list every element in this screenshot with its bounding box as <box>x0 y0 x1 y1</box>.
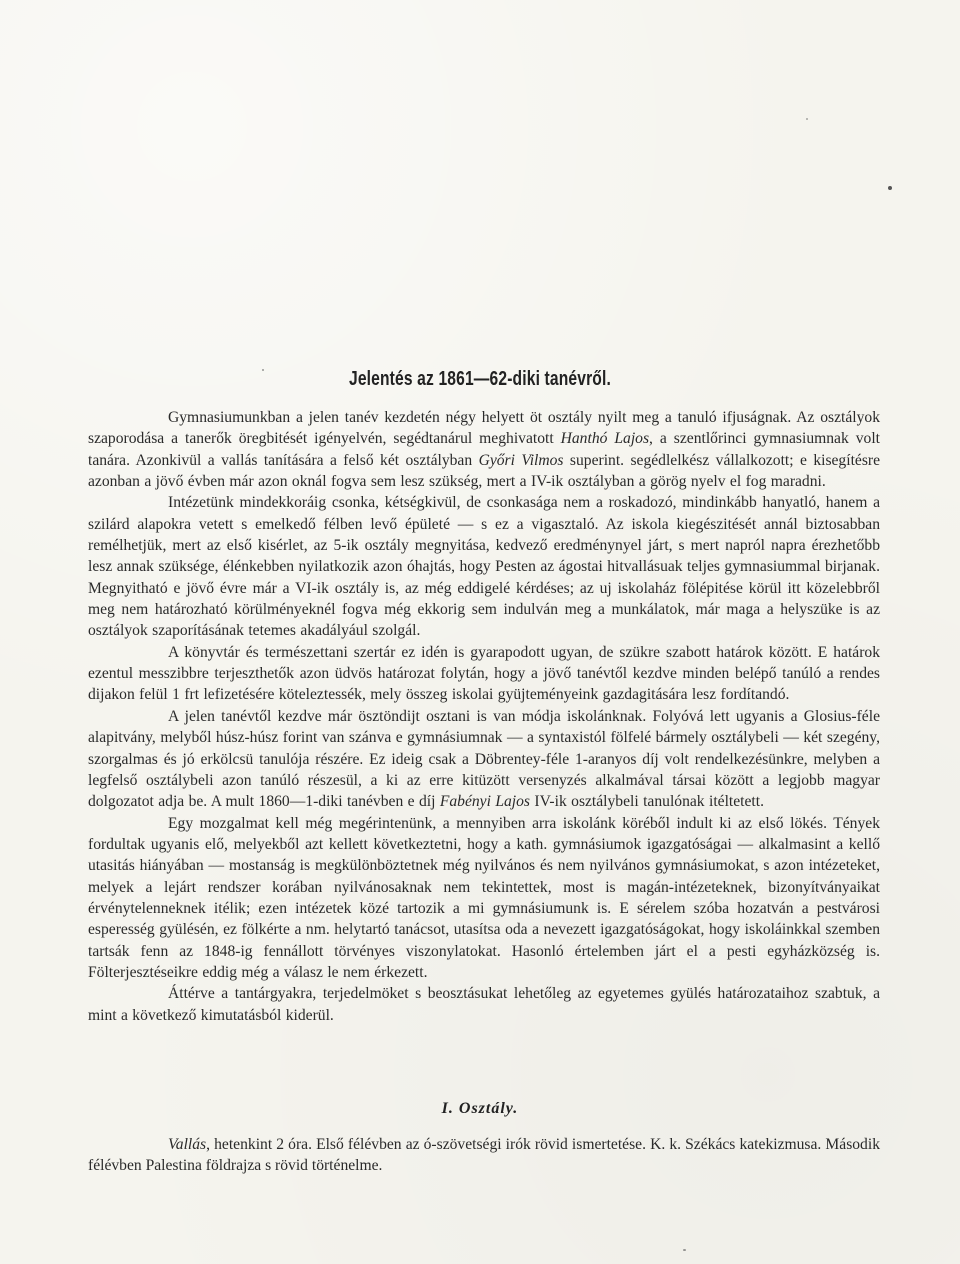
paragraph-text: Gymnasiumunkban a jelen tanév kezdetén négy helyett öt osztály nyilt meg a tanuló ifjuságnak. Az osztályok szaporodása a tanerők öregbitését igényelvén, segédtanárul meghivatott <box>88 409 880 448</box>
ink-speck <box>888 186 892 190</box>
person-name: Győri Vilmos <box>478 451 564 469</box>
section-subject: Vallás <box>168 1136 207 1153</box>
paragraph-6 <box>88 983 880 1026</box>
section-heading: I. Osztály. <box>441 1100 519 1117</box>
paragraph-2 <box>88 492 880 641</box>
section-body <box>88 1134 880 1177</box>
paragraph-5 <box>88 813 880 984</box>
ink-speck <box>683 1249 686 1251</box>
section-text: , hetenkint 2 óra. Első félévben az ó-szövetségi irók rövid ismertetése. K. k. Székács katekizmusa. Második félévben Palestina földrajza s rövid történelme. <box>88 1136 880 1175</box>
section-paragraph <box>88 1134 880 1177</box>
paragraph-1 <box>88 407 880 492</box>
paragraph-3 <box>88 642 880 706</box>
paragraph-text: , a szentlőrinci gymnasiumnak volt tanára. Azonkivül a vallás tanítására a felső két osztályban <box>88 430 880 469</box>
paragraph-text: superint. segédlelkész vállalkozott; e kisegítésre azonban a jövő évben már azon oknál fogva sem lesz szükség, mert a IV-ik osztályban a görög nyelv el fog maradni. <box>88 451 880 491</box>
paragraph-text: A könyvtár és természettani szertár ez idén is gyarapodott ugyan, de szükre szabott határok között. E határok ezentul messzibbre terjeszthetők azon üdvös határozat folytán, hogy a jövő tanévtől kezdve minden belépő tanúló a rendes dijakon felül 1 frt lefizetésére köteleztessék, mely összeg iskolai gyüjteményeink gazdagitására lesz fordítandó. <box>88 643 880 704</box>
page-title: Jelentés az 1861—62-diki tanévről. <box>349 368 611 390</box>
paragraph-text: A jelen tanévtől kezdve már ösztöndijt osztani is van módja iskolánknak. Folyóvá lett ugyanis a Glosius-féle alapitvány, melyből húsz-húsz forint van szánva e gymnásiumnak — a syntaxistól fölfelé bármely osztálybeli — két szegény, szorgalmas és jó erkölcsü tanulója részére. Ez ideig csak a Döbrentey-féle 1-aranyos díj volt rendelkezésünkre, melyben a legfelső osztálybeli azon tanúló részesül, a ki az erre kitüzött versenyzés alkalmával társai között a legjobb magyar dolgozatot adja be. A mult 1860—1-diki tanévben e díj <box>88 707 880 811</box>
paragraph-4 <box>88 706 880 813</box>
person-name: Fabényi Lajos <box>439 793 530 811</box>
ink-speck <box>806 118 808 120</box>
report-body <box>88 407 880 1026</box>
paragraph-text: Intézetünk mindekkoráig csonka, kétségkivül, de csonkasága nem a roskadozó, mindinkább hanyatló, hanem a szilárd alapokra vetett s emelkedő félben levő épületé — s ez a vigasztaló. Az iskola kiegészitését annál biztosabban remélhetjük, mert az első kisérlet, az 5-ik osztály megnyitása, kedvező eredménynyel járt, s mert napról napra érezhetőbb lesz annak szüksége, élénkebben nyilatkozik azon óhajtás, hogy Pesten az ágostai hitvallásuak teljes gymnasiummal birjanak. Megnyitható e jövő évre már a VI-ik osztály is, az még eddigelé kérdéses; az uj iskolaház fölépitése körül itt közelebbről meg nem határozható körülményeknél fogva még ekkorig sem indulván meg a munkálatok, már maga a helyszüke is az osztályok szaporításának tetemes akadályául szolgál. <box>88 494 880 640</box>
paragraph-text: Egy mozgalmat kell még megérintenünk, a mennyiben arra iskolánk köréből indult ki az első lökés. Tények fordultak ugyanis elő, melyekből azt kellett következtetni, hogy a kath. gymnásiumok igazgatóságai — alkalmasint a kellő utasitás hiányában — mostanság is megkülönböztetnek még nyilvános és nem nyilvános gymnásiumokat, s azon intézeteket, melyek a lejárt rendszer korában nyilvánosaknak nem tekintettek, most is magán-intézeteknek, bizonyítványaikat érvénytelenneknek itélik; ezen intézetek közé tartozik a mi gymnásiumunk is. E sérelem szóba hozatván a pestvárosi esperesség gyülésén, ez fölkérte a nm. helytartó tanácsot, utasítsa oda a nevezett igazgatóságokat, hogy iskoláinkkal szemben tartsák fenn az 1848-ig fennállott törvényes viszonylatokat. Hasonló értelemben járt el a pesti egyházközség is. Fölterjesztéseikre eddig még a válasz le nem érkezett. <box>88 814 880 981</box>
paragraph-text: Áttérve a tantárgyakra, terjedelmöket s beosztásukat lehetőleg az egyetemes gyülés határozataihoz szabtuk, a mint a következő kimutatásból kiderül. <box>88 985 880 1024</box>
paragraph-text: IV-ik osztálybeli tanulónak itéltetett. <box>530 793 764 811</box>
person-name: Hanthó Lajos <box>560 430 650 448</box>
